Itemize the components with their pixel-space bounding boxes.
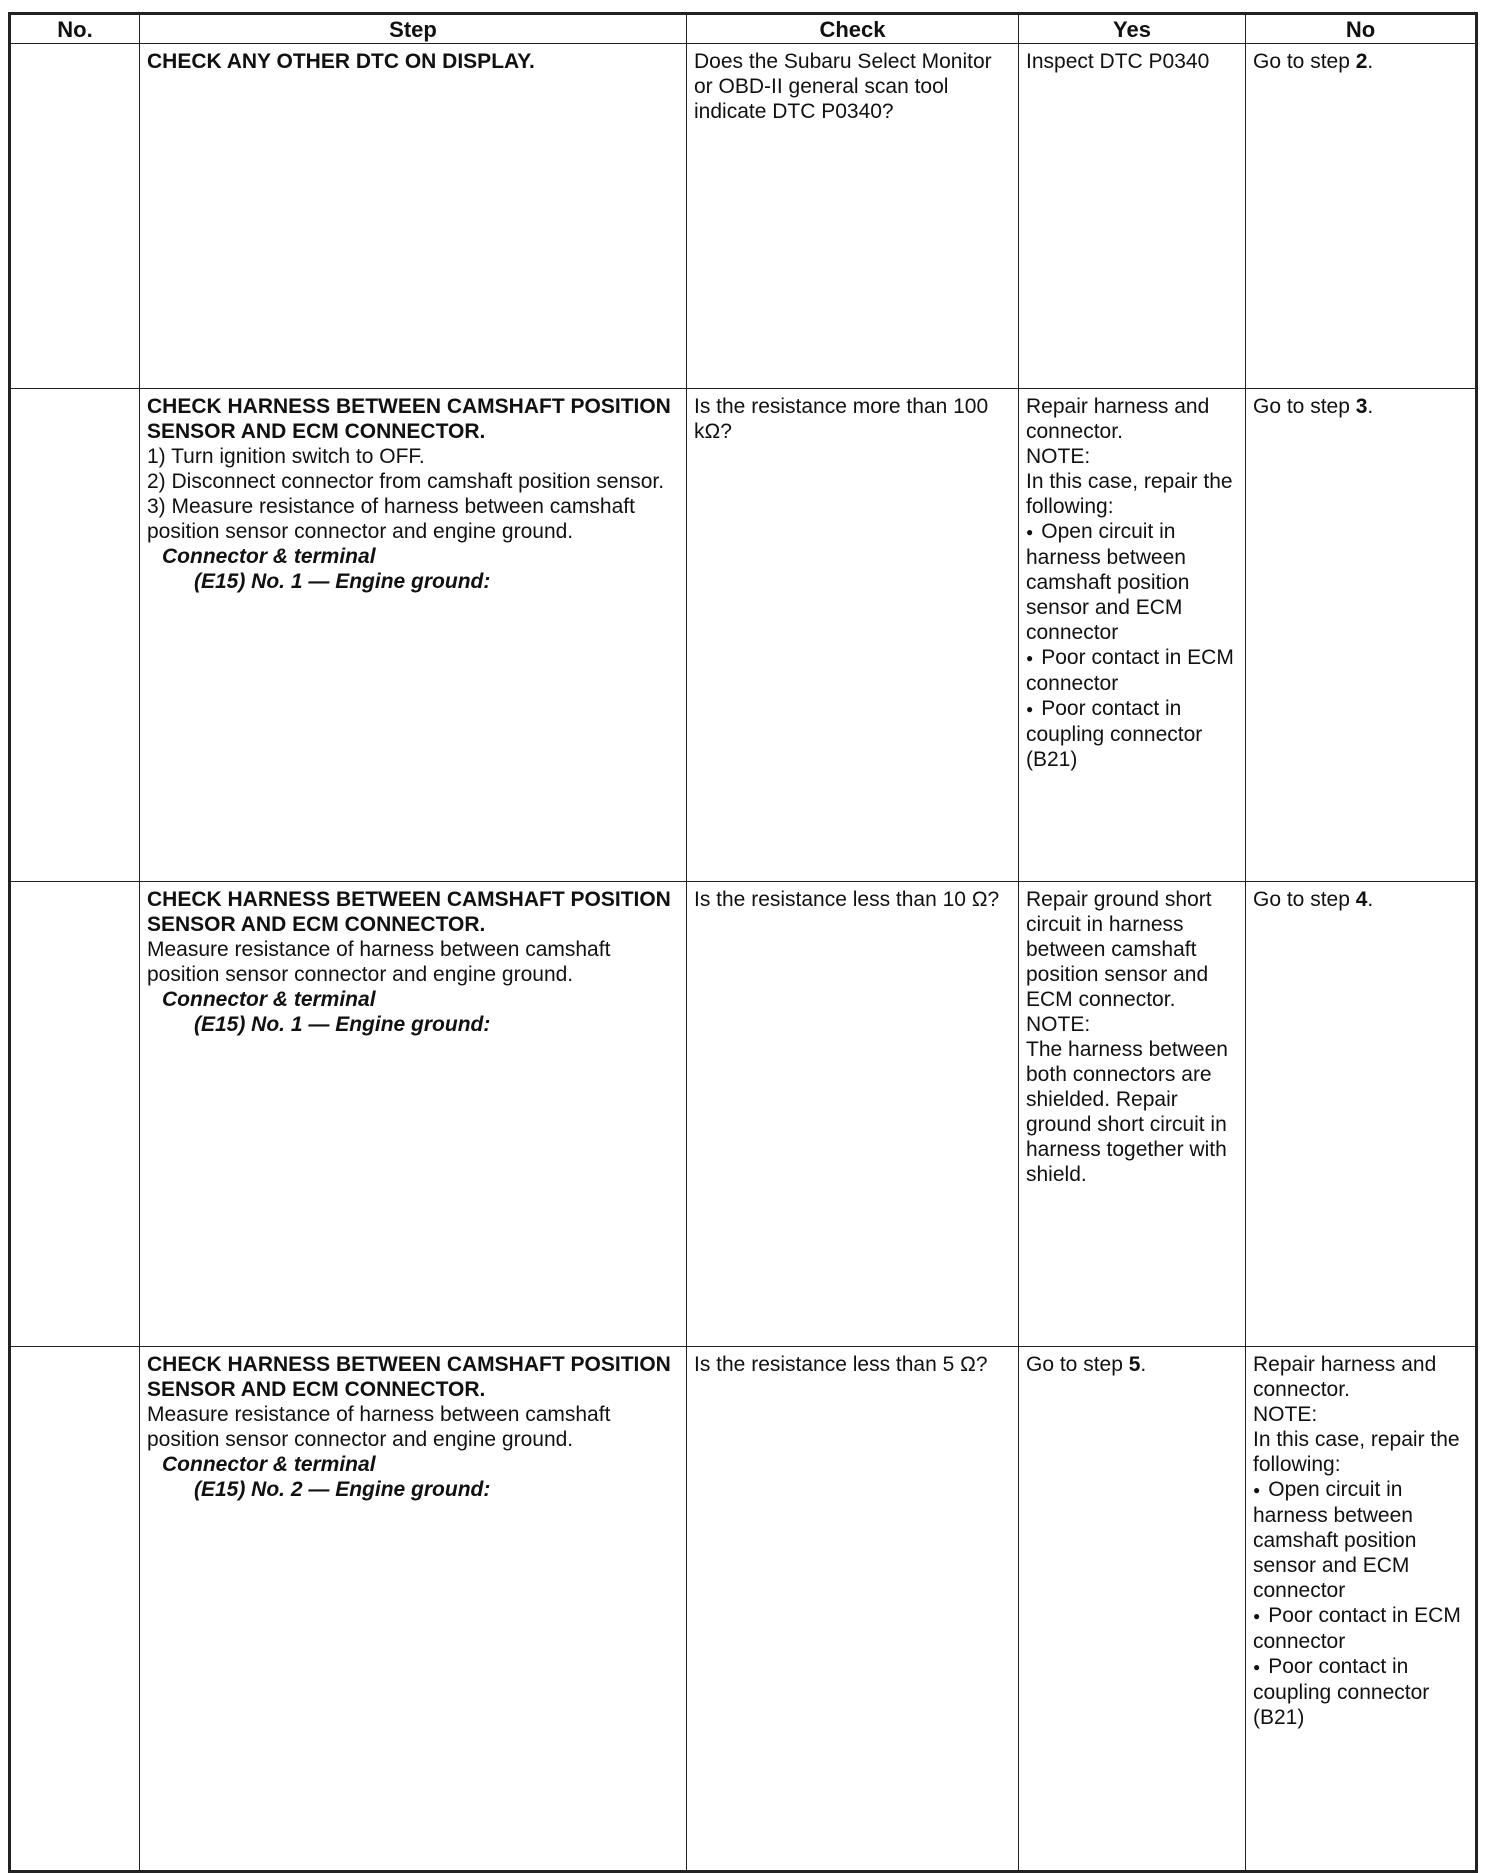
step-cell [140, 1347, 687, 1872]
diagnostic-table [8, 12, 1478, 1873]
goto-suffix: . [1367, 50, 1374, 73]
terminal-label: Connector & terminal [162, 1453, 376, 1476]
terminal-label: Connector & terminal [162, 988, 376, 1011]
note-label: NOTE: [1026, 445, 1091, 468]
check-cell: Is the resistance more than 100 kΩ? [687, 389, 1019, 882]
goto-step-number: 4 [1355, 888, 1368, 911]
header-no-answer: No [1246, 14, 1477, 44]
no-cell [1246, 882, 1477, 1347]
note-text: In this case, repair the following: [1253, 1428, 1460, 1476]
step-line: Measure resistance of harness between camshaft position sensor connector and engine ground. [147, 1403, 611, 1451]
header-check: Check [687, 14, 1019, 44]
table-row [10, 44, 1477, 389]
note-label: NOTE: [1026, 1013, 1091, 1036]
bullet-item: ● Open circuit in harness between camshaft position sensor and ECM connector [1253, 1477, 1468, 1603]
terminal-value: (E15) No. 1 — Engine ground: [194, 570, 491, 593]
step-line: 3) Measure resistance of harness between camshaft position sensor connector and engine ground. [147, 495, 635, 543]
goto-text: Go to step [1253, 50, 1356, 73]
note-label: NOTE: [1253, 1403, 1318, 1426]
check-cell: Is the resistance less than 5 Ω? [687, 1347, 1019, 1872]
terminal-value: (E15) No. 1 — Engine ground: [194, 1013, 491, 1036]
goto-text: Go to step [1253, 888, 1356, 911]
goto-text: Go to step [1026, 1353, 1129, 1376]
row-number [10, 44, 140, 389]
goto-step-number: 5 [1128, 1353, 1141, 1376]
yes-cell [1019, 389, 1246, 882]
step-heading: CHECK HARNESS BETWEEN CAMSHAFT POSITION SENSOR AND ECM CONNECTOR. [147, 888, 671, 936]
table-row [10, 1347, 1477, 1872]
no-cell [1246, 44, 1477, 389]
yes-cell [1019, 882, 1246, 1347]
goto-suffix: . [1140, 1353, 1147, 1376]
yes-cell: Inspect DTC P0340 [1019, 44, 1246, 389]
check-cell: Is the resistance less than 10 Ω? [687, 882, 1019, 1347]
note-text: The harness between both connectors are shielded. Repair ground short circuit in harness together with shield. [1026, 1038, 1228, 1186]
goto-step-number: 3 [1355, 395, 1368, 418]
bullet-item: ● Poor contact in coupling connector (B21) [1026, 696, 1238, 772]
step-cell [140, 44, 687, 389]
goto-text: Go to step [1253, 395, 1356, 418]
step-heading: CHECK HARNESS BETWEEN CAMSHAFT POSITION SENSOR AND ECM CONNECTOR. [147, 1353, 671, 1401]
yes-cell [1019, 1347, 1246, 1872]
header-step: Step [140, 14, 687, 44]
goto-suffix: . [1367, 395, 1374, 418]
step-line: Measure resistance of harness between camshaft position sensor connector and engine ground. [147, 938, 611, 986]
bullet-item: ● Poor contact in ECM connector [1253, 1603, 1468, 1654]
step-cell [140, 389, 687, 882]
terminal-value: (E15) No. 2 — Engine ground: [194, 1478, 491, 1501]
step-heading: CHECK HARNESS BETWEEN CAMSHAFT POSITION SENSOR AND ECM CONNECTOR. [147, 395, 671, 443]
no-cell [1246, 1347, 1477, 1872]
goto-step-number: 2 [1355, 50, 1368, 73]
no-intro: Repair harness and connector. [1253, 1353, 1437, 1401]
yes-intro: Repair harness and connector. [1026, 395, 1210, 443]
row-number [10, 389, 140, 882]
check-cell: Does the Subaru Select Monitor or OBD-II general scan tool indicate DTC P0340? [687, 44, 1019, 389]
header-yes: Yes [1019, 14, 1246, 44]
step-cell [140, 882, 687, 1347]
terminal-label: Connector & terminal [162, 545, 376, 568]
bullet-item: ● Poor contact in ECM connector [1026, 645, 1238, 696]
step-line: 1) Turn ignition switch to OFF. [147, 445, 425, 468]
bullet-item: ● Poor contact in coupling connector (B21) [1253, 1654, 1468, 1730]
goto-suffix: . [1367, 888, 1374, 911]
header-row [10, 14, 1477, 44]
table-row [10, 389, 1477, 882]
step-heading: CHECK ANY OTHER DTC ON DISPLAY. [147, 50, 535, 73]
no-cell [1246, 389, 1477, 882]
row-number [10, 882, 140, 1347]
note-text: In this case, repair the following: [1026, 470, 1233, 518]
header-no: No. [10, 14, 140, 44]
table-row [10, 882, 1477, 1347]
yes-intro: Repair ground short circuit in harness between camshaft position sensor and ECM connector. [1026, 888, 1212, 1011]
row-number [10, 1347, 140, 1872]
step-line: 2) Disconnect connector from camshaft position sensor. [147, 470, 665, 493]
bullet-item: ● Open circuit in harness between camshaft position sensor and ECM connector [1026, 519, 1238, 645]
